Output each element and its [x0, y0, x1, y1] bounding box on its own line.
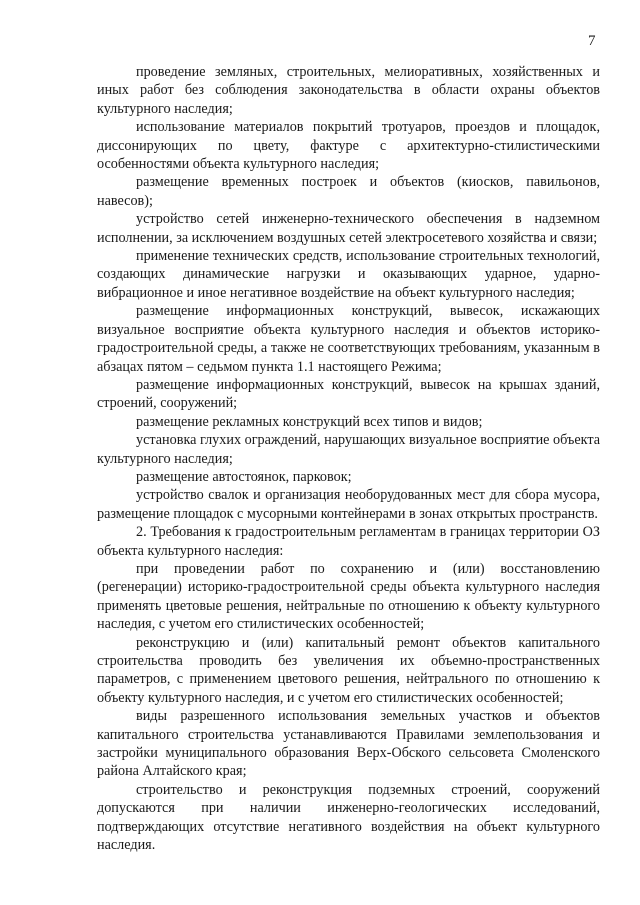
paragraph: использование материалов покрытий тротуаров, проездов и площадок, диссонирующих по цвету, фактуре с архитектурно-стилистическими особенностями объекта культурного наследия; — [97, 119, 600, 173]
paragraph: размещение информационных конструкций, вывесок, искажающих визуальное восприятие объекта культурного наследия и объектов историко-градостроительной среды, а также не соответствующих требованиям, указанным в абзацах пятом – седьмом пункта 1.1 настоящего Режима; — [97, 303, 600, 375]
paragraph: реконструкцию и (или) капитальный ремонт объектов капитального строительства проводить без увеличения их объемно-пространственных параметров, с применением цветового решения, нейтрального по отношению к объекту культурного наследия, и с учетом его стилистических особенностей; — [97, 634, 600, 706]
section-heading-paragraph: 2. Требования к градостроительным регламентам в границах территории ОЗ объекта культурного наследия: — [97, 524, 600, 559]
paragraph: размещение информационных конструкций, вывесок на крышах зданий, строений, сооружений; — [97, 376, 600, 412]
paragraph: размещение временных построек и объектов (киосков, павильонов, навесов); — [97, 174, 600, 209]
page-number: 7 — [588, 33, 596, 49]
paragraph: размещение рекламных конструкций всех типов и видов; — [136, 413, 483, 430]
paragraph: установка глухих ограждений, нарушающих визуальное восприятие объекта культурного наследия; — [97, 432, 600, 467]
paragraph: проведение земляных, строительных, мелиоративных, хозяйственных и иных работ без соблюдения законодательства в области охраны объектов культурного наследия; — [97, 64, 600, 117]
paragraph: размещение автостоянок, парковок; — [136, 468, 352, 485]
paragraph: применение технических средств, использование строительных технологий, создающих динамические нагрузки и оказывающих ударное, ударно-вибрационное и иное негативное воздействие на объект культурного наследия; — [97, 248, 600, 301]
paragraph: устройство свалок и организация необорудованных мест для сбора мусора, размещение площадок с мусорными контейнерами в зонах открытых пространств. — [97, 487, 600, 522]
paragraph: строительство и реконструкция подземных строений, сооружений допускаются при наличии инженерно-геологических исследований, подтверждающих отсутствие негативного воздействия на объект культурного наследия. — [97, 781, 600, 854]
paragraph: при проведении работ по сохранению и (или) восстановлению (регенерации) историко-градостроительной среды объекта культурного наследия применять цветовые решения, нейтральные по отношению к объекту культурного наследия, с учетом его стилистических особенностей; — [97, 560, 600, 633]
paragraph: устройство сетей инженерно-технического обеспечения в надземном исполнении, за исключением воздушных сетей электросетевого хозяйства и связи; — [97, 211, 600, 246]
document-body — [97, 63, 600, 854]
paragraph: виды разрешенного использования земельных участков и объектов капитального строительства устанавливаются Правилами землепользования и застройки муниципального образования Верх-Обского сельсовета Смоленского района Алтайского края; — [97, 708, 600, 780]
